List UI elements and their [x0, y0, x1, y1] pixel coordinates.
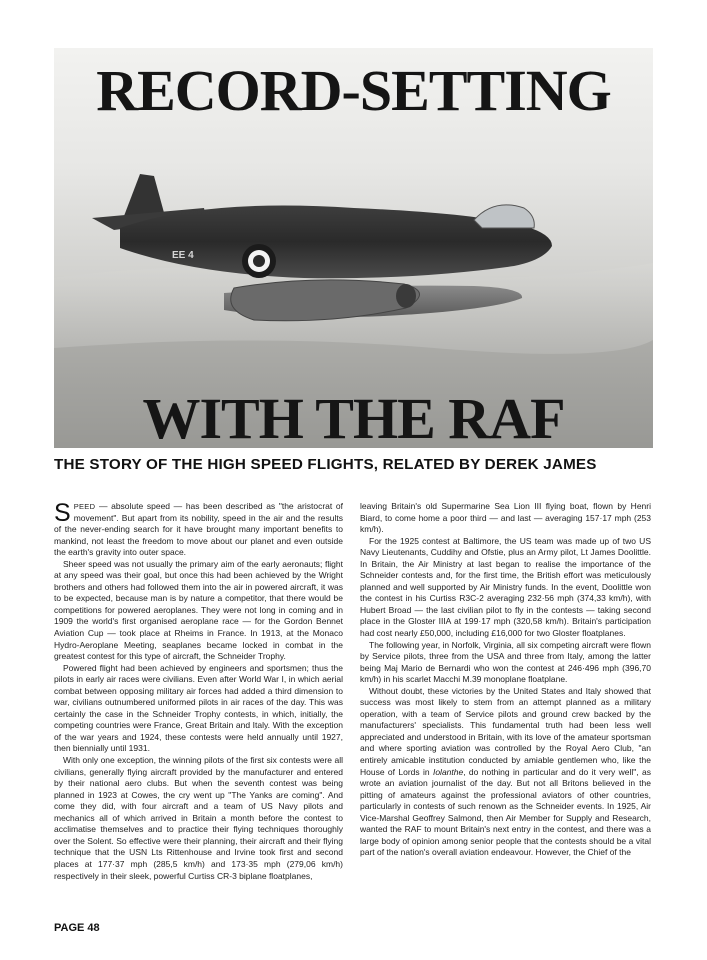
- aircraft-code: EE 4: [172, 250, 194, 261]
- page-number: PAGE 48: [54, 922, 100, 934]
- paragraph: leaving Britain's old Supermarine Sea Lion III flying boat, flown by Henri Biard, to come home a poor third — and last — averaging 157·17 mph (253 km/h).: [360, 501, 651, 535]
- paragraph: [54, 501, 343, 559]
- paragraph: Powered flight had been achieved by engineers and sportsmen; thus the pilots in early air races were civilians. Even after World War I, in which aerial combat between opposing military air forces had added a third dimension to war, civilians outnumbered uniformed pilots in air races of the day. This was certainly the case in the Schneider Trophy contests, in which, initially, the competing countries were France, Great Britain and Italy. With the exception of the war years and 1924, these contests were held annually until 1927, then biennially until 1931.: [54, 662, 343, 754]
- italic-title: Iolanthe: [432, 766, 464, 777]
- paragraph: For the 1925 contest at Baltimore, the US team was made up of two US Navy Lieutenants, Cuddihy and Ofstie, plus an Army pilot, Lt James Doolittle. In Britain, the Air Ministry at last began to realise the importance of the Schneider contests and, for the first time, the British effort was meticulously planned and well supported by Air Ministry funds. In the event, Doolittle won the contest in his Curtiss R3C-2 averaging 232·56 mph (374,33 km/h), with Hubert Broad — the last civilian pilot to fly in the contests — taking second place in the Gloster IIIA at 199·17 mph (320,58 km/h). Britain's participation had cost nearly £50,000, including £16,000 for two Gloster floatplanes.: [360, 535, 651, 639]
- paragraph-text: — absolute speed — has been described as "the aristocrat of movement". But apart from its nobility, speed in the air and the results of the never-ending search for it have brought many important benefits to mankind, not least the freedom to move about our planet and even outside the earth's gravity into outer space.: [54, 501, 343, 558]
- paragraph: [360, 686, 651, 859]
- article-subtitle: THE STORY OF THE HIGH SPEED FLIGHTS, RELATED BY DEREK JAMES: [54, 456, 597, 473]
- paragraph: The following year, in Norfolk, Virginia, all six competing aircraft were flown by Service pilots, three from the USA and three from Italy, among the latter being Maj Mario de Bernardi who won the contest at 246·496 mph (396,70 km/h) in his scarlet Macchi M.39 monoplane floatplane.: [360, 639, 651, 685]
- paragraph: Sheer speed was not usually the primary aim of the early aeronauts; flight at any speed was their goal, but once this had been achieved by the Wright brothers and others had followed them into the air in powered aircraft, it was to be expected, because man is by nature a competitor, that there would be competitions for powered aeroplanes. They were not long in coming and in 1909 the world's first organised aeroplane race — for the Gordon Bennet Aviation Cup — took place at Rheims in France. In 1913, at the Monaco Hydro-Aeroplane Meeting, seaplanes became locked in combat in the greatest contest for this type of aircraft, the Schneider Trophy.: [54, 558, 343, 662]
- article-column-right: [360, 501, 651, 859]
- headline-line-1: RECORD-SETTING: [96, 58, 611, 123]
- headline-line-2: WITH THE RAF: [142, 386, 565, 448]
- article-column-left: [54, 501, 343, 882]
- raf-roundel: [242, 244, 276, 278]
- hero-photo: [54, 48, 653, 448]
- canopy: [474, 205, 534, 228]
- paragraph: With only one exception, the winning pilots of the first six contests were all civilians, generally flying aircraft provided by the manufacturer and entered by their national aero clubs. But when the seventh contest was being planned in 1923 at Cowes, the cry went up "The Yanks are coming". And come they did, with four aircraft and a team of US Navy pilots and mechanics all of which arrived in Britain a month before the contest to acclimatise themselves and to practice their flying techniques thoroughly over the Solent. So effective were their planning, their aircraft and their flying technique that the USN Lts Rittenhouse and Irvine took first and second places at 177·37 mph (285,5 km/h) and 173·35 mph (279,06 km/h) respectively in their sleek, powerful Curtiss CR-3 biplane floatplanes,: [54, 755, 343, 881]
- paragraph-text: , do nothing in particular and do it very well", as wrote an aviation journalist of the day. But not all Britons believed in the pitting of amateurs against the professional aviators of other countries, particularly in contests of such renown as the Schneider events. In 1925, Air Vice-Marshal Geoffrey Salmond, then Air Member for Supply and Research, wanted the RAF to mount Britain's next entry in the contest, and there was a large body of opinion among senior people that the contests should be a vital part of the nation's overall aviation endeavour. However, the Chief of the: [360, 766, 651, 858]
- paragraph-text: Without doubt, these victories by the United States and Italy showed that success was most likely to stem from an attempt planned as a military operation, with a team of Service pilots and ground crew backed by the manufacturers' specialists. This fundamental truth had been less well appreciated and understood in Britain, with its love of the amateur sportsman and where sporting aviation was controlled by the Royal Aero Club, "an entirely amicable institution conducted by amiable gentlemen who, like the House of Lords in: [360, 685, 651, 777]
- drop-cap: S: [54, 499, 71, 527]
- lead-word: PEED: [73, 502, 96, 511]
